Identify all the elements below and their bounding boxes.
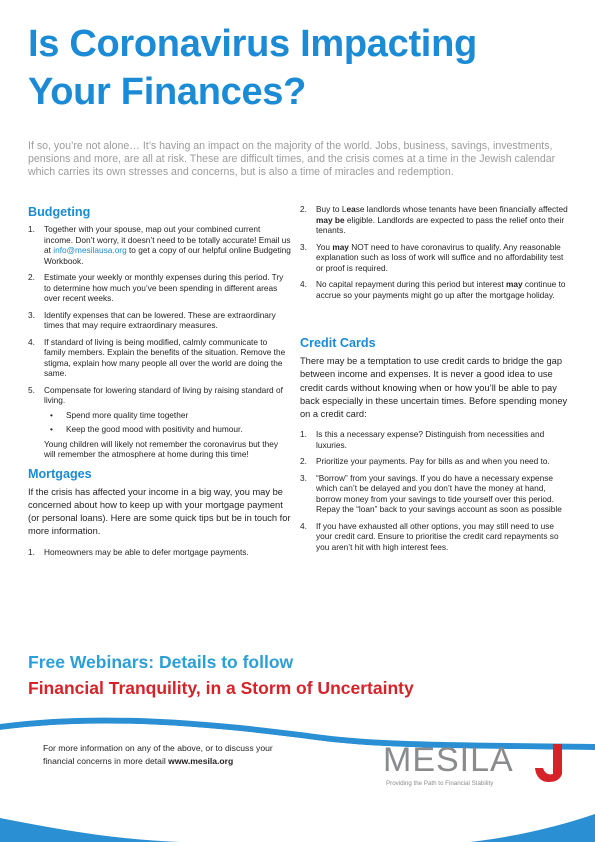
item-text-bold: ea: [346, 204, 356, 214]
item-text-bold: may: [506, 279, 523, 289]
logo-tagline: Providing the Path to Financial Stability: [386, 780, 494, 787]
item-number: 2.: [300, 456, 307, 467]
item-text: NOT need to have coronavirus to qualify. Any reasonable explanation such as loss of work will suffice and no affordability test or proof is required.: [316, 241, 564, 273]
item-text: Together with your spouse, map out your combined current income. Don’t worry, it doesn’t need to be totally accurate! Email us at: [44, 224, 291, 255]
item-text-bold: may be: [316, 214, 345, 225]
item-number: 1.: [28, 224, 35, 234]
credit-cards-heading: Credit Cards: [300, 336, 376, 350]
mesila-logo: [383, 740, 573, 798]
mortgages-item: [300, 204, 572, 236]
title-line-2: Your Finances?: [28, 71, 307, 113]
credit-cards-item: [300, 521, 572, 553]
item-number: 4.: [300, 279, 307, 289]
website-link[interactable]: www.mesila.org: [168, 756, 234, 766]
item-number: 2.: [28, 272, 35, 282]
credit-cards-item: [300, 429, 572, 450]
item-text: eligible. Landlords are expected to pass the relief onto their tenants.: [316, 214, 565, 235]
mortgages-heading: Mortgages: [28, 466, 92, 481]
item-number: 1.: [300, 429, 307, 440]
item-text: to get a copy of our helpful online Budgeting Workbook.: [44, 245, 291, 266]
item-text-bold: may: [332, 241, 349, 252]
contact-info: [43, 742, 363, 768]
contact-line-1: For more information on any of the above, or to discuss your: [43, 743, 273, 753]
credit-cards-section: [300, 335, 572, 558]
webinar-headline: Free Webinars: Details to follow: [28, 652, 294, 672]
item-number: 3.: [300, 241, 307, 252]
item-text: “Borrow” from your savings. If you do have a necessary expense which can’t be delayed and you don’t have the money at hand, borrow money from your savings to tide yourself over this period. Repay the “loan” back to your savings account as soon as possible: [316, 472, 562, 515]
item-number: 3.: [300, 472, 307, 483]
young-children-note: Young children will likely not remember the coronavirus but they will remember the atmosphere at home during this time!: [44, 438, 278, 459]
item-text: se landlords whose tenants have been financially affected: [355, 204, 568, 214]
budgeting-heading: Budgeting: [28, 205, 91, 219]
credit-cards-body: There may be a temptation to use credit cards to bridge the gap between income and expenses. It is never a good idea to use credit cards without knowing when or how you’ll be able to pay back especially in these uncertain times. Before spending money on a credit card:: [300, 356, 568, 420]
bullet-item: • Spend more quality time together: [44, 410, 291, 421]
contact-line-2: financial concerns in more detail: [43, 756, 166, 766]
budgeting-item: [28, 272, 291, 304]
credit-cards-list: [300, 429, 572, 552]
right-column: [300, 204, 572, 306]
bullet-list: [44, 410, 291, 435]
budgeting-item: [28, 224, 291, 266]
item-number: 2.: [300, 204, 307, 214]
item-text: If you have exhausted all other options, you may still need to use your credit card. Ensure to prioritise the credit card repayments so you aren’t hit with high interest fees.: [316, 520, 559, 552]
budgeting-item: [28, 337, 291, 379]
webinar-subheadline: Financial Tranquility, in a Storm of Uncertainty: [28, 678, 414, 698]
mortgages-body: If the crisis has affected your income in a big way, you may be concerned about how to keep up with your mortgage payment (or personal loans). Here are some quick tips but be in touch for more information.: [28, 486, 291, 537]
budgeting-list: [28, 224, 291, 460]
item-text: Buy to L: [316, 204, 347, 214]
budgeting-item: [28, 310, 291, 331]
item-text: Homeowners may be able to defer mortgage payments.: [44, 546, 249, 557]
budgeting-item: [28, 385, 291, 460]
logo-mark-icon: [535, 742, 565, 782]
mortgages-item: [28, 547, 291, 558]
credit-cards-item: [300, 473, 572, 515]
item-text: Is this a necessary expense? Distinguish from necessities and luxuries.: [316, 429, 545, 450]
mortgages-item: [300, 242, 572, 274]
left-column: [28, 204, 291, 563]
logo-wordmark: MESILA: [383, 741, 514, 779]
item-number: 5.: [28, 384, 35, 395]
email-link[interactable]: info@mesilausa.org: [53, 245, 127, 255]
page-title: [28, 20, 588, 116]
item-text: continue to accrue so your payments might go up after the mortgage holiday.: [316, 279, 566, 300]
item-text: Estimate your weekly or monthly expenses during this period. Try to determine how much you’ve been spending in different areas over recent weeks.: [44, 272, 284, 303]
intro-paragraph: If so, you’re not alone… It’s having an impact on the majority of the world. Jobs, business, savings, investments, pensions and more, are all at risk. These are difficult times, and the crisis comes at a time in the Jewish calendar which carries its own stresses and concerns, but is also a time of miracles and redemption.: [28, 140, 556, 178]
bullet-item: • Keep the good mood with positivity and humour.: [44, 424, 291, 435]
item-number: 4.: [28, 336, 35, 347]
item-text: Identify expenses that can be lowered. These are extraordinary times that may require extraordinary measures.: [44, 309, 276, 330]
item-number: 4.: [300, 520, 307, 531]
mortgages-list: [28, 547, 291, 558]
item-text: Compensate for lowering standard of living by raising standard of living.: [44, 384, 283, 405]
title-line-1: Is Coronavirus Impacting: [28, 23, 477, 65]
credit-cards-item: [300, 456, 572, 467]
item-number: 3.: [28, 309, 35, 320]
mortgages-list-continued: [300, 204, 572, 300]
item-text: If standard of living is being modified, calmly communicate to family members. Explain the benefits of the situation. Remove the stigma, explain how many people all over the world are doing the same.: [44, 336, 286, 378]
item-text: Prioritize your payments. Pay for bills as and when you need to.: [316, 456, 550, 467]
item-text: No capital repayment during this period but interest: [316, 279, 507, 289]
item-text: You: [316, 241, 333, 252]
item-number: 1.: [28, 546, 35, 557]
mortgages-item: [300, 279, 572, 300]
